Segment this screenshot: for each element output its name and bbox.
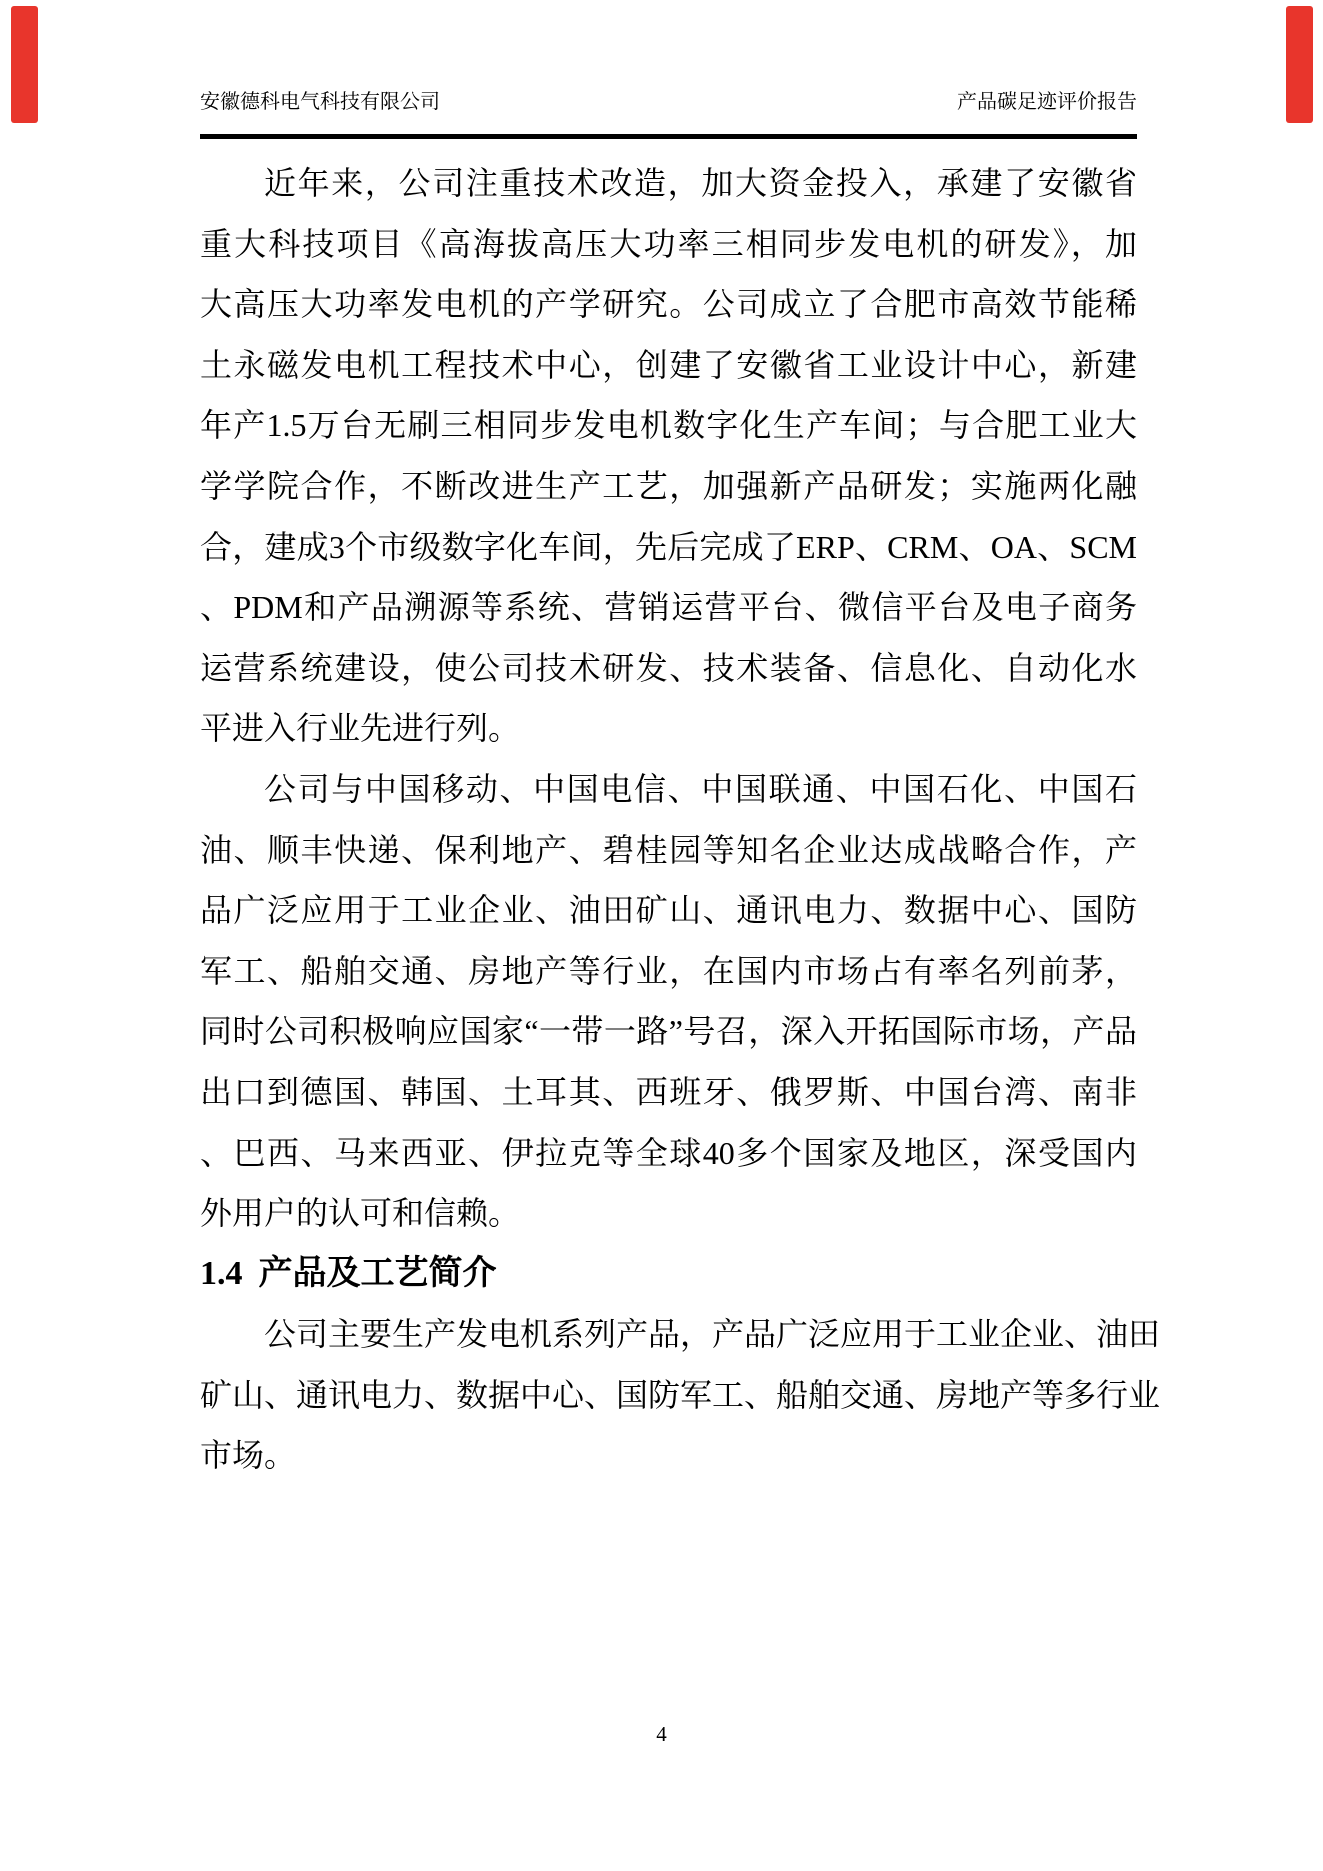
page-header [200,90,1137,114]
text-line: 大高压大功率发电机的产学研究。公司成立了合肥市高效节能稀 [200,286,1137,323]
header-company-name: 安徽德科电气科技有限公司 [200,91,440,113]
text-line: 同时公司积极响应国家“一带一路”号召，深入开拓国际市场，产品 [200,1013,1137,1050]
text-line: 军工、船舶交通、房地产等行业，在国内市场占有率名列前茅， [200,952,1137,989]
text-line: 市场。 [200,1437,297,1474]
text-line: 近年来，公司注重技术改造，加大资金投入，承建了安徽省 [264,165,1137,201]
text-line: 外用户的认可和信赖。 [200,1195,521,1232]
page-number: 4 [656,1722,667,1746]
text-line: 重大科技项目《高海拔高压大功率三相同步发电机的研发》，加 [200,225,1137,262]
text-line: 、PDM和产品溯源等系统、营销运营平台、微信平台及电子商务 [200,589,1137,626]
text-line: 运营系统建设，使公司技术研发、技术装备、信息化、自动化水 [200,649,1137,686]
header-rule-divider [200,134,1137,139]
text-line: 公司主要生产发电机系列产品，产品广泛应用于工业企业、油田 [264,1316,1161,1353]
text-line: 矿山、通讯电力、数据中心、国防军工、船舶交通、房地产等多行业 [200,1376,1161,1413]
page-footer [0,1722,1323,1747]
section-heading [200,1244,1137,1305]
section-number: 1.4 [200,1254,243,1292]
section-title: 产品及工艺简介 [258,1254,497,1292]
text-line: 油、顺丰快递、保利地产、碧桂园等知名企业达成战略合作，产 [200,831,1137,868]
text-line: 品广泛应用于工业企业、油田矿山、通讯电力、数据中心、国防 [200,892,1137,929]
text-line: 合，建成3个市级数字化车间，先后完成了ERP、CRM、OA、SCM [200,528,1137,565]
text-line: 公司与中国移动、中国电信、中国联通、中国石化、中国石 [264,770,1137,807]
red-corner-marker-right [1286,6,1313,123]
text-line: 学学院合作，不断改进生产工艺，加强新产品研发；实施两化融 [200,467,1137,504]
text-line: 出口到德国、韩国、土耳其、西班牙、俄罗斯、中国台湾、南非 [200,1073,1137,1110]
text-line: 、巴西、马来西亚、伊拉克等全球40多个国家及地区，深受国内 [200,1134,1137,1171]
red-corner-marker-left [11,6,38,123]
header-report-title: 产品碳足迹评价报告 [957,91,1137,113]
text-line: 土永磁发电机工程技术中心，创建了安徽省工业设计中心，新建 [200,346,1137,383]
text-line: 平进入行业先进行列。 [200,710,521,747]
document-body [200,153,1161,1486]
text-line: 年产1.5万台无刷三相同步发电机数字化生产车间；与合肥工业大 [200,407,1137,444]
